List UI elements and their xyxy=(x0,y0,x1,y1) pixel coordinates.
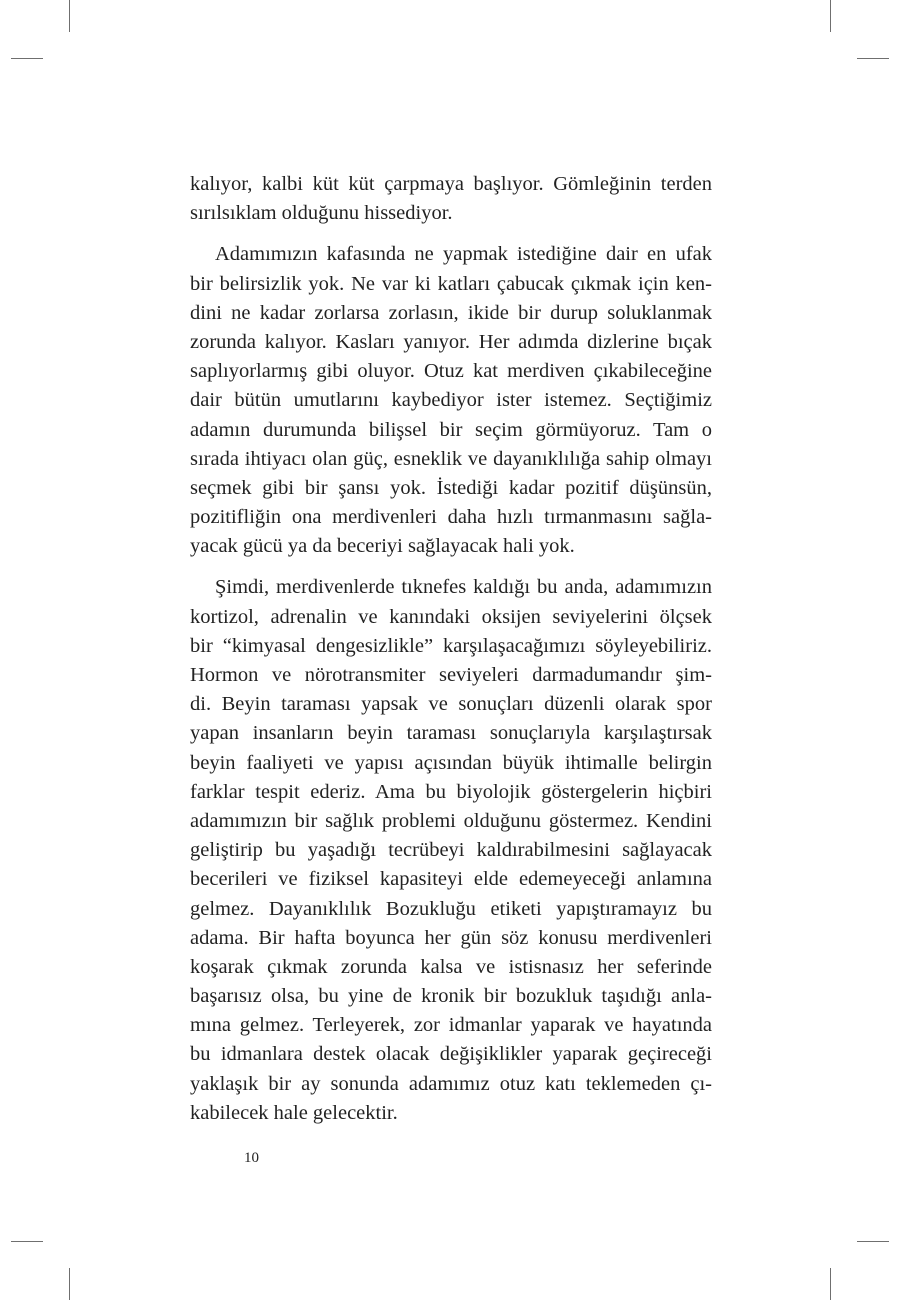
text-line: yaklaşık bir ay sonunda adamımız otuz katı teklemeden çı- xyxy=(190,1072,712,1095)
text-line: yapan insanların beyin taraması sonuçlarıyla karşılaştırsak xyxy=(190,722,712,745)
text-line: bu idmanlara destek olacak değişiklikler yaparak geçireceği xyxy=(190,1043,712,1066)
paragraph-2 xyxy=(190,240,712,561)
crop-mark-bottom-left-horizontal xyxy=(11,1241,43,1242)
text-line: kortizol, adrenalin ve kanındaki oksijen seviyelerini ölçsek xyxy=(190,605,712,628)
text-line: adamımızın bir sağlık problemi olduğunu göstermez. Kendini xyxy=(190,809,712,832)
text-line: dini ne kadar zorlarsa zorlasın, ikide bir durup soluklanmak xyxy=(190,301,712,324)
text-line: becerileri ve fiziksel kapasiteyi elde edemeyeceği anlamına xyxy=(190,868,712,891)
text-line: sırada ihtiyacı olan güç, esneklik ve dayanıklılığa sahip olmayı xyxy=(190,447,712,470)
crop-mark-top-left-vertical xyxy=(69,0,70,32)
text-line: adamın durumunda bilişsel bir seçim görmüyoruz. Tam o xyxy=(190,418,712,441)
crop-mark-bottom-left-vertical xyxy=(69,1268,70,1300)
crop-mark-top-left-horizontal xyxy=(11,58,43,59)
text-line: Hormon ve nörotransmiter seviyeleri darmadumandır şim- xyxy=(190,664,712,686)
crop-mark-bottom-right-vertical xyxy=(830,1268,831,1300)
text-line: beyin faaliyeti ve yapısı açısından büyük ihtimalle belirgin xyxy=(190,751,712,774)
text-line: bir belirsizlik yok. Ne var ki katları çabucak çıkmak için ken- xyxy=(190,272,712,295)
paragraph-1 xyxy=(190,170,712,228)
body-text xyxy=(190,170,712,1128)
text-line: bir “kimyasal dengesizlikle” karşılaşacağımızı söyleyebiliriz. xyxy=(190,634,712,657)
text-line: mına gelmez. Terleyerek, zor idmanlar yaparak ve hayatında xyxy=(190,1014,712,1037)
paragraph-3 xyxy=(190,573,712,1128)
page-number: 10 xyxy=(244,1150,259,1166)
text-line: seçmek gibi bir şansı yok. İstediği kadar pozitif düşünsün, xyxy=(190,476,712,499)
text-line: di. Beyin taraması yapsak ve sonuçları düzenli olarak spor xyxy=(190,693,712,716)
text-line: koşarak çıkmak zorunda kalsa ve istisnasız her seferinde xyxy=(190,955,712,978)
text-line: pozitifliğin ona merdivenleri daha hızlı tırmanmasını sağla- xyxy=(190,506,712,529)
crop-mark-top-right-horizontal xyxy=(857,58,889,59)
text-line: Şimdi, merdivenlerde tıknefes kaldığı bu anda, adamımızın xyxy=(215,576,712,599)
text-line: gelmez. Dayanıklılık Bozukluğu etiketi yapıştıramayız bu xyxy=(190,897,712,920)
crop-mark-top-right-vertical xyxy=(830,0,831,32)
text-line: kabilecek hale gelecektir. xyxy=(190,1101,398,1124)
text-line: başarısız olsa, bu yine de kronik bir bozukluk taşıdığı anla- xyxy=(190,985,712,1008)
text-line: farklar tespit ederiz. Ama bu biyolojik göstergelerin hiçbiri xyxy=(190,780,712,803)
text-line: yacak gücü ya da beceriyi sağlayacak hali yok. xyxy=(190,535,575,558)
text-line: sırılsıklam olduğunu hissediyor. xyxy=(190,202,453,225)
text-line: kalıyor, kalbi küt küt çarpmaya başlıyor. Gömleğinin terden xyxy=(190,173,712,195)
text-line: saplıyorlarmış gibi oluyor. Otuz kat merdiven çıkabileceğine xyxy=(190,360,712,383)
text-line: dair bütün umutlarını kaybediyor ister istemez. Seçtiğimiz xyxy=(190,389,712,412)
text-line: Adamımızın kafasında ne yapmak istediğine dair en ufak xyxy=(215,243,712,266)
text-line: geliştirip bu yaşadığı tecrübeyi kaldırabilmesini sağlayacak xyxy=(190,839,712,862)
text-line: adama. Bir hafta boyunca her gün söz konusu merdivenleri xyxy=(190,926,712,949)
text-line: zorunda kalıyor. Kasları yanıyor. Her adımda dizlerine bıçak xyxy=(190,330,712,353)
crop-mark-bottom-right-horizontal xyxy=(857,1241,889,1242)
